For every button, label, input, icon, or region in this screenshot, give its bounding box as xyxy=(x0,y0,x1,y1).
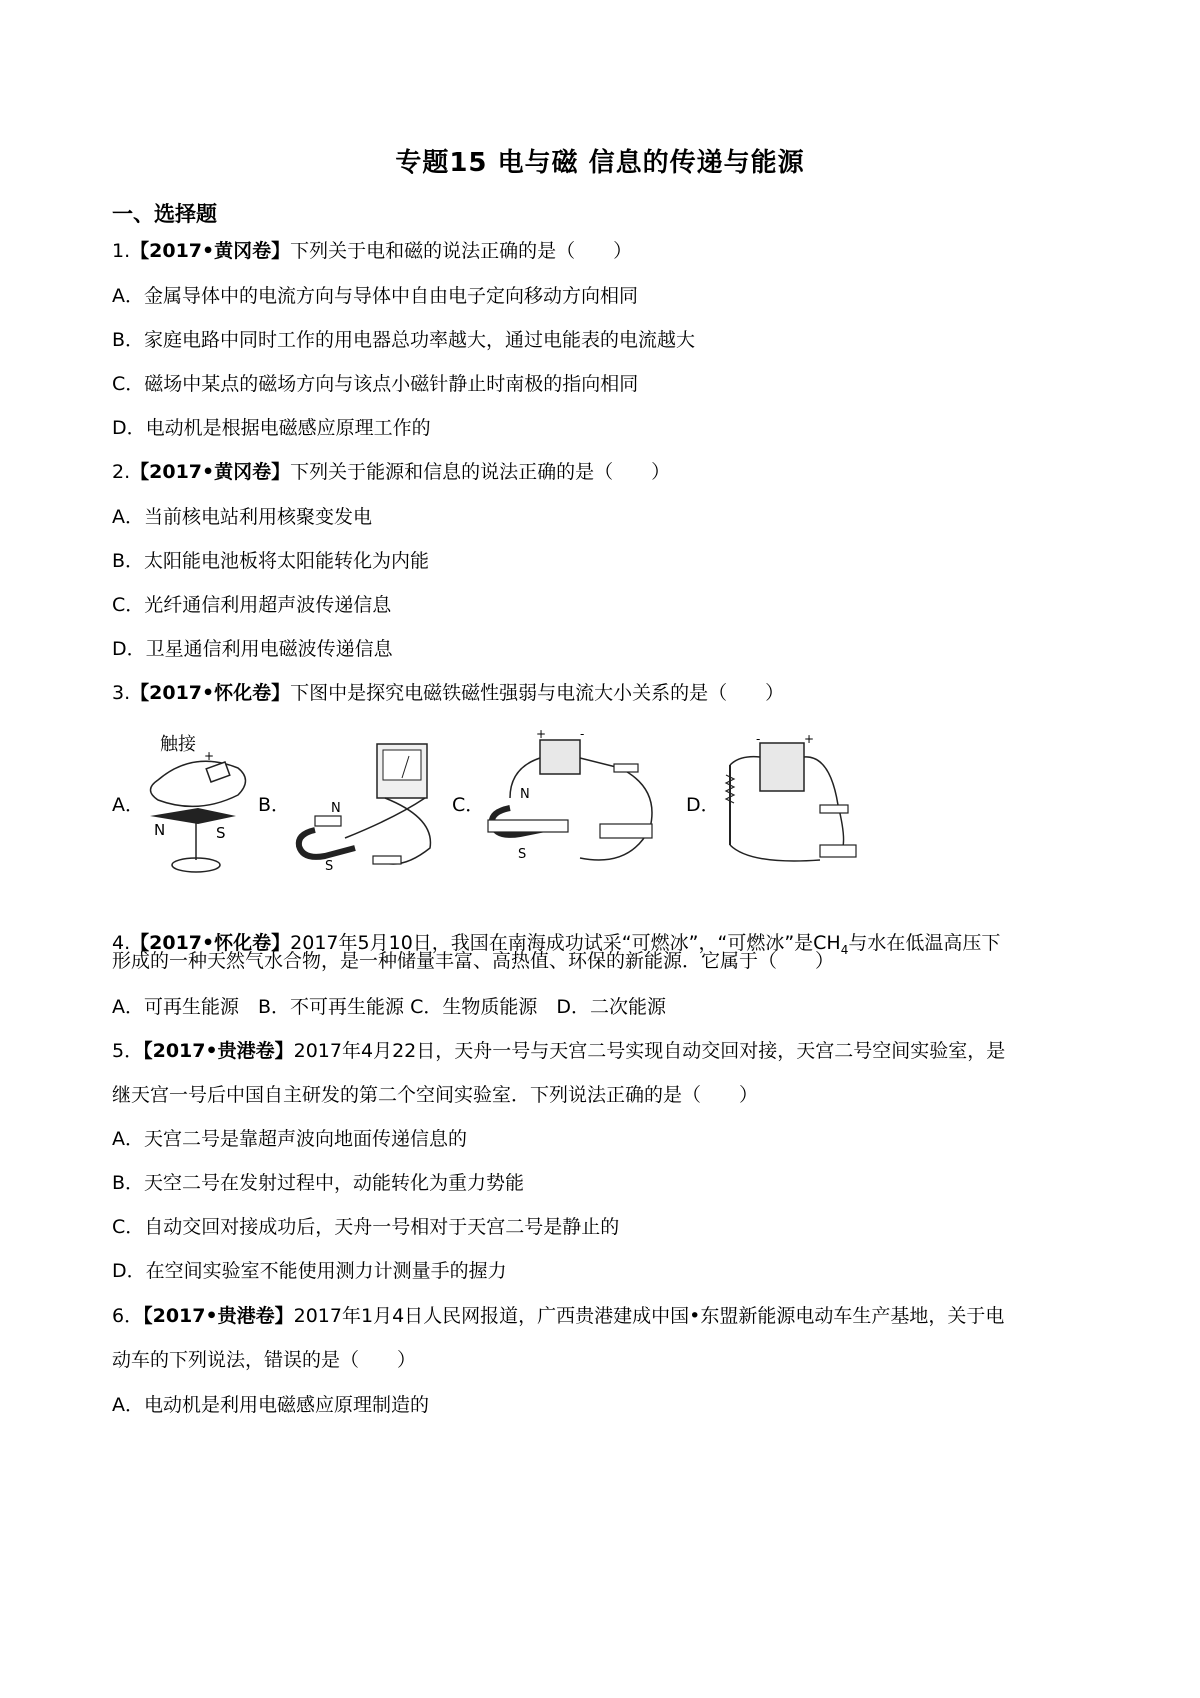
figure-c-n: N xyxy=(520,787,530,802)
question-2-option-c: C．光纤通信利用超声波传递信息 xyxy=(112,594,392,616)
question-5-stem: 5．【2017•贵港卷】2017年4月22日，天舟一号与天宫二号实现自动交回对接，天宫二号空间实验室，是 xyxy=(112,1040,1006,1062)
question-4-stem: 4.【2017•怀化卷】2017年5月10日，我国在南海成功试采“可燃冰”，“可燃冰”是$CH_4$与水在低温高压下 xyxy=(112,932,1001,957)
figure-c-s: S xyxy=(518,847,527,862)
figure-label-a: A． xyxy=(112,794,144,816)
question-5-stem-line2: 继天宫一号后中国自主研发的第二个空间实验室．下列说法正确的是（ ） xyxy=(112,1084,759,1106)
question-2-option-b: B．太阳能电池板将太阳能转化为内能 xyxy=(112,550,430,572)
question-5-option-d: D．在空间实验室不能使用测力计测量手的握力 xyxy=(112,1260,507,1282)
page-title: 专题15 电与磁 信息的传递与能源 xyxy=(395,148,805,178)
figure-label-c: C． xyxy=(452,794,485,816)
figure-d-plus: + xyxy=(804,735,815,746)
question-2-option-d: D．卫星通信利用电磁波传递信息 xyxy=(112,638,393,660)
question-1-option-c: C．磁场中某点的磁场方向与该点小磁针静止时南极的指向相同 xyxy=(112,373,639,395)
question-source-tag: 【2017•怀化卷】 xyxy=(130,682,291,704)
figure-c-circuit xyxy=(480,728,670,882)
figure-c-minus: - xyxy=(580,728,585,741)
figure-c-plus: + xyxy=(536,728,547,741)
question-4-options: A．可再生能源 B．不可再生能源 C．生物质能源 D．二次能源 xyxy=(112,996,666,1018)
question-5-option-b: B．天空二号在发射过程中，动能转化为重力势能 xyxy=(112,1172,525,1194)
question-source-tag: 【2017•怀化卷】 xyxy=(130,932,291,954)
figure-label-d: D． xyxy=(686,794,720,816)
question-6-stem: 6．【2017•贵港卷】2017年1月4日人民网报道，广西贵港建成中国•东盟新能源电动车生产基地，关于电 xyxy=(112,1305,1005,1327)
question-2-option-a: A．当前核电站利用核聚变发电 xyxy=(112,506,372,528)
figure-a-s: S xyxy=(216,824,226,842)
question-5-option-a: A．天宫二号是靠超声波向地面传递信息的 xyxy=(112,1128,467,1150)
question-2-stem: 2.【2017•黄冈卷】下列关于能源和信息的说法正确的是（ ） xyxy=(112,461,671,483)
figure-b-n: N xyxy=(331,801,341,816)
figure-a-magnetic-needle xyxy=(138,720,258,884)
figure-a-n: N xyxy=(154,821,166,839)
question-source-tag: 【2017•贵港卷】 xyxy=(143,1305,294,1327)
section-heading: 一、选择题 xyxy=(112,202,217,226)
question-source-tag: 【2017•黄冈卷】 xyxy=(130,240,291,262)
figure-label-b: B． xyxy=(258,794,291,816)
question-6-stem-line2: 动车的下列说法，错误的是（ ） xyxy=(112,1349,417,1371)
question-source-tag: 【2017•贵港卷】 xyxy=(143,1040,294,1062)
question-1-option-d: D．电动机是根据电磁感应原理工作的 xyxy=(112,417,431,439)
question-source-tag: 【2017•黄冈卷】 xyxy=(130,461,291,483)
question-5-option-c: C．自动交回对接成功后，天舟一号相对于天宫二号是静止的 xyxy=(112,1216,620,1238)
figure-b-s: S xyxy=(325,859,334,874)
figure-d-minus: - xyxy=(756,735,761,746)
question-1-stem: 1.【2017•黄冈卷】下列关于电和磁的说法正确的是（ ） xyxy=(112,240,633,262)
question-4-stem-line2: 形成的一种天然气水合物，是一种储量丰富、高热值、环保的新能源．它属于（ ） xyxy=(112,950,835,972)
figure-a-plus: + xyxy=(204,749,215,763)
figure-d-circuit xyxy=(720,735,870,879)
figure-a-caption: 触接 xyxy=(160,734,196,755)
question-1-option-a: A．金属导体中的电流方向与导体中自由电子定向移动方向相同 xyxy=(112,285,638,307)
question-1-option-b: B．家庭电路中同时工作的用电器总功率越大，通过电能表的电流越大 xyxy=(112,329,696,351)
question-6-option-a: A．电动机是利用电磁感应原理制造的 xyxy=(112,1394,429,1416)
question-3-stem: 3.【2017•怀化卷】下图中是探究电磁铁磁性强弱与电流大小关系的是（ ） xyxy=(112,682,785,704)
figure-b-circuit xyxy=(285,738,445,882)
